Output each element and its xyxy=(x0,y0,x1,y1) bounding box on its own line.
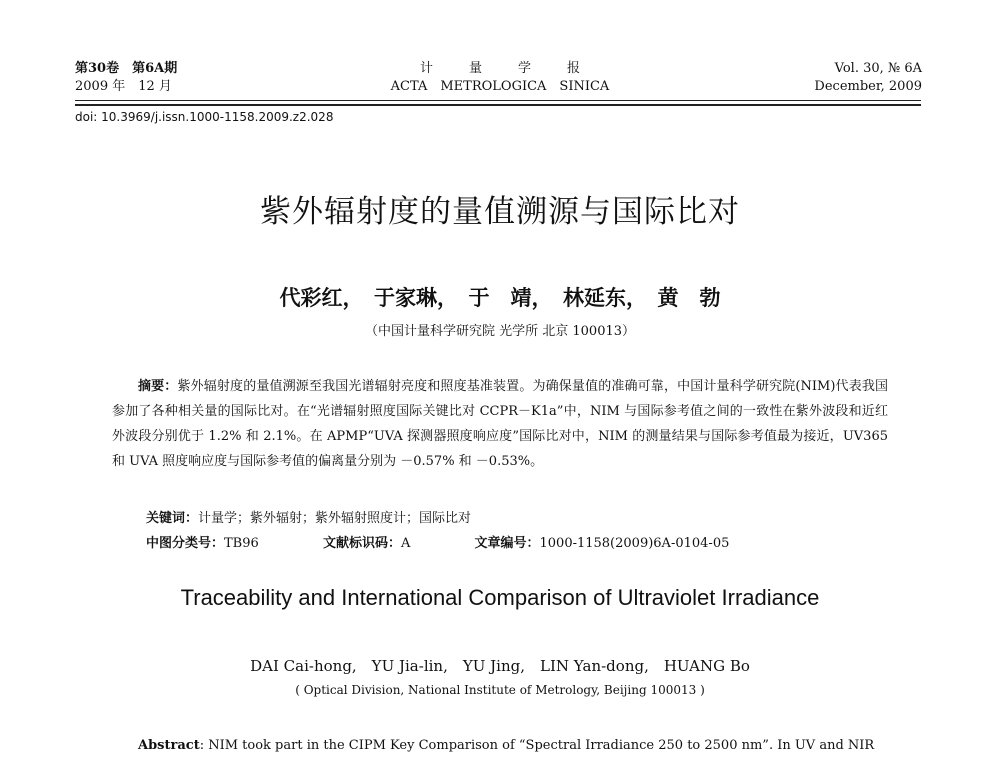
date-cn: 2009 年 12 月 xyxy=(75,79,172,94)
clc-value: TB96 xyxy=(224,536,259,551)
authors-cn: 代彩红， 于家琳， 于 靖， 林延东， 黄 勃 xyxy=(279,285,721,310)
paper-title-en: Traceability and International Comparison of Ultraviolet Irradiance xyxy=(180,585,820,610)
header-rule-thin xyxy=(75,100,921,101)
doc-code xyxy=(323,532,410,551)
clc-code xyxy=(146,532,259,551)
abstract-en-label: Abstract xyxy=(138,738,200,753)
volume-cn: 第30卷 第6A期 xyxy=(75,61,178,76)
journal-char: 学 xyxy=(518,61,532,76)
paper-title-cn: 紫外辐射度的量值溯源与国际比对 xyxy=(260,194,740,230)
clc-label: 中图分类号： xyxy=(146,536,225,551)
affiliation-en: ( Optical Division, National Institute of Metrology, Beijing 100013 ) xyxy=(295,683,705,697)
affiliation-cn: （中国计量科学研究院 光学所 北京 100013） xyxy=(364,324,636,339)
doc-label: 文献标识码： xyxy=(322,536,401,551)
date-en: December, 2009 xyxy=(814,79,922,94)
abstract-en xyxy=(112,735,888,757)
keywords-label: 关键词： xyxy=(146,511,199,526)
article-value: 1000-1158(2009)6A-0104-05 xyxy=(539,536,730,551)
keywords-cn xyxy=(146,507,471,526)
doc-value: A xyxy=(400,536,411,551)
doi-line[interactable]: doi: 10.3969/j.issn.1000-1158.2009.z2.028 xyxy=(75,110,334,124)
article-number xyxy=(474,532,729,551)
classification-row xyxy=(146,532,789,551)
journal-char: 报 xyxy=(567,61,581,76)
journal-volume-en-block xyxy=(814,60,922,96)
journal-name-en: ACTA METROLOGICA SINICA xyxy=(390,79,610,94)
journal-char: 计 xyxy=(419,61,433,76)
volume-en: Vol. 30, № 6A xyxy=(834,61,922,76)
abstract-cn-label: 摘要： xyxy=(138,379,178,394)
article-label: 文章编号： xyxy=(474,536,540,551)
header-rule-thick xyxy=(75,104,921,106)
keywords-text: 计量学；紫外辐射；紫外辐射照度计；国际比对 xyxy=(198,511,472,526)
abstract-cn xyxy=(112,374,888,474)
abstract-cn-text: 紫外辐射度的量值溯源至我国光谱辐射亮度和照度基准装置。为确保量值的准确可靠，中国计量科学研究院(NIM)代表我国参加了各种相关量的国际比对。在“光谱辐射照度国际关键比对 CCPR－K1a”中，NIM 与国际参考值之间的一致性在紫外波段和近红外波段分别优于 1.2% 和 2.1%。在 APMP“UVA 探测器照度响应度”国际比对中，NIM 的测量结果与国际参考值最为接近，UV365 和 UVA 照度响应度与国际参考值的偏离量分别为 －0.57% 和 －0.53%。 xyxy=(112,379,888,469)
authors-en: DAI Cai-hong, YU Jia-lin, YU Jing, LIN Yan-dong, HUANG Bo xyxy=(250,657,750,675)
abstract-en-text: : NIM took part in the CIPM Key Comparison of “Spectral Irradiance 250 to 2500 nm”. In UV and NIR xyxy=(199,738,875,753)
journal-char: 量 xyxy=(468,61,482,76)
